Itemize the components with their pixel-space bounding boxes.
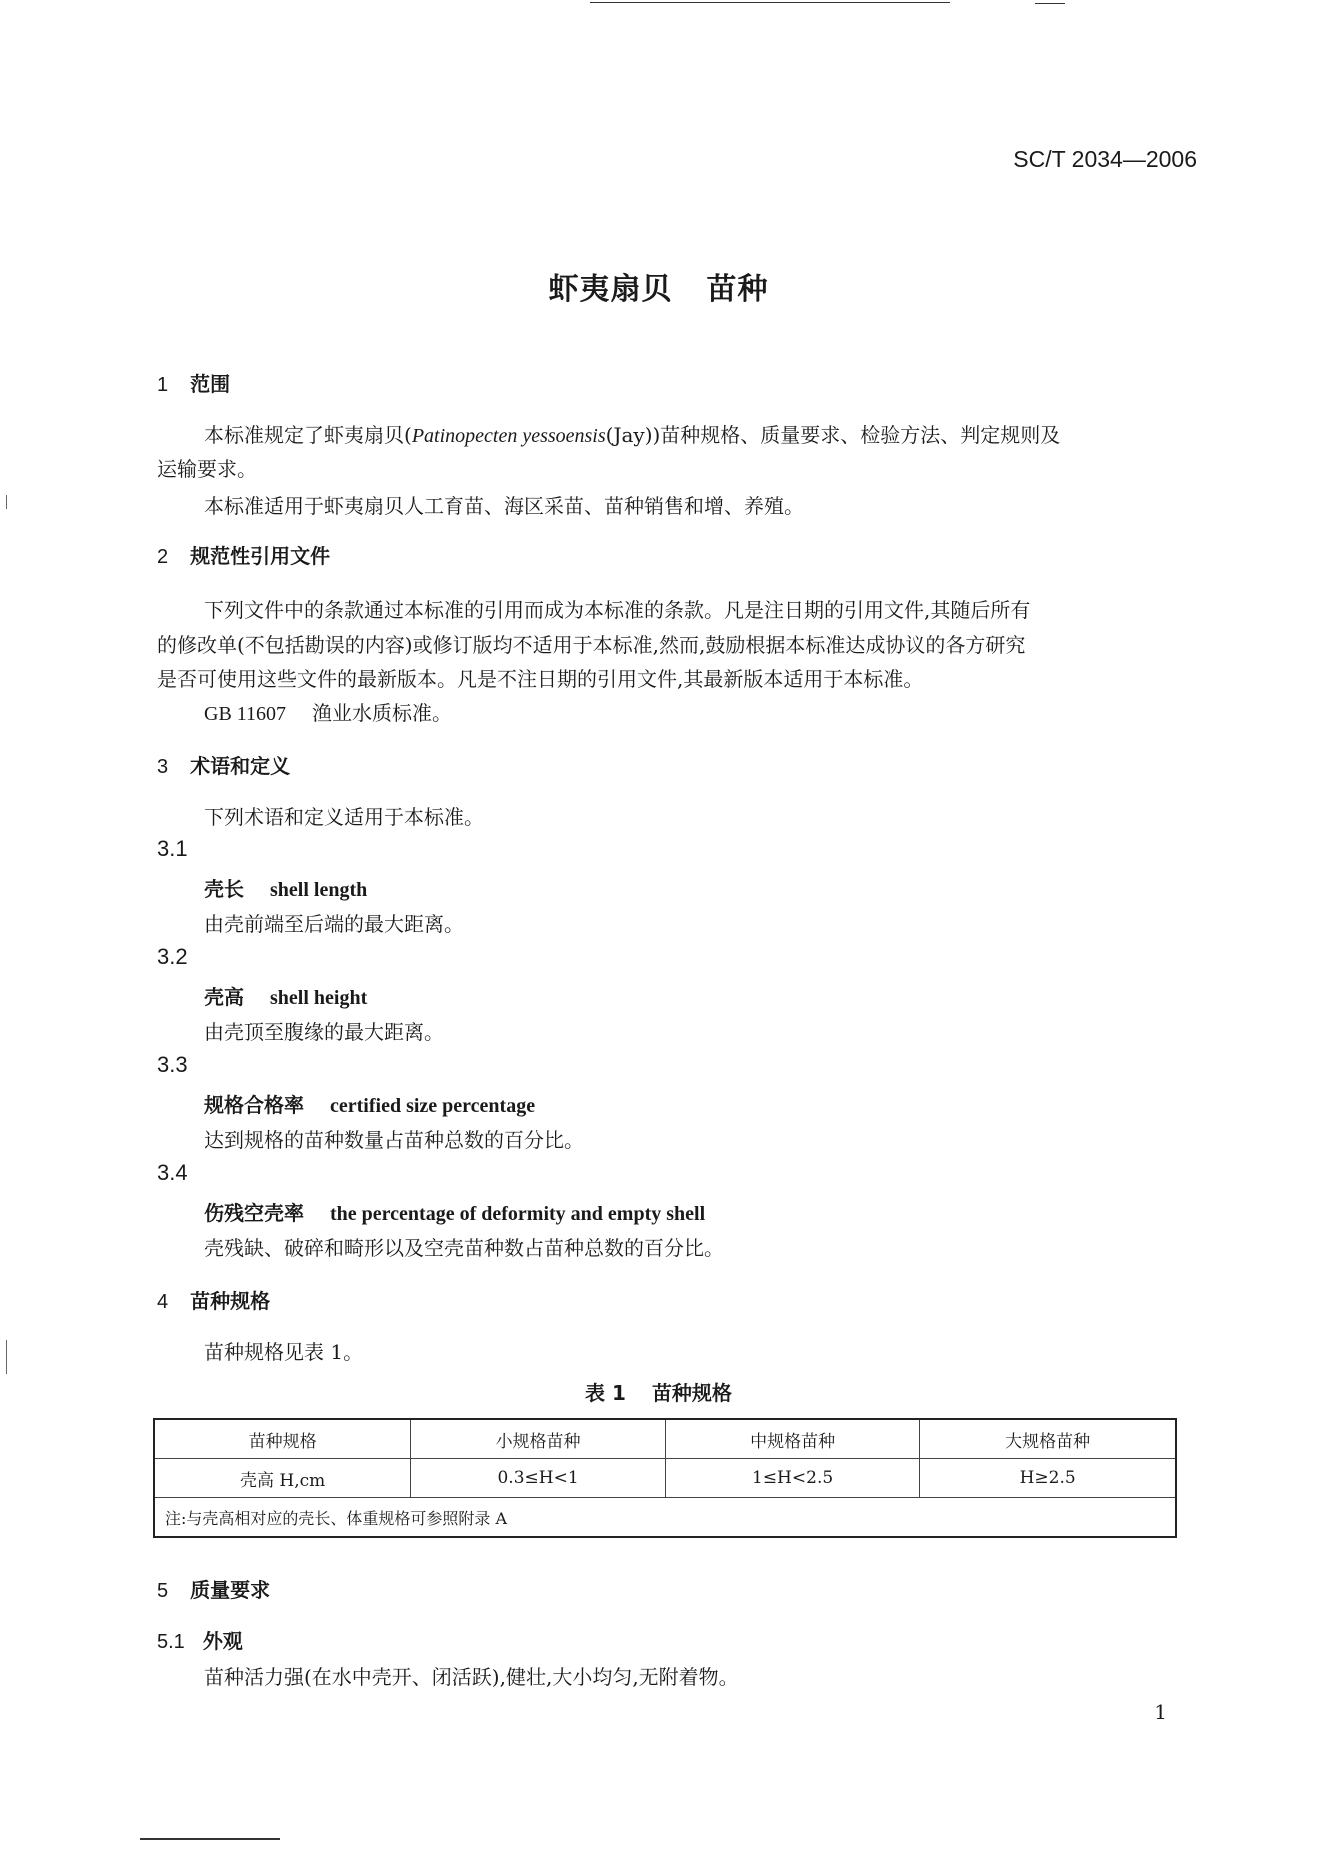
term-title [204, 1089, 535, 1118]
document-title [0, 264, 1317, 308]
term-number: 3.3 [157, 1052, 188, 1077]
term-number: 3.1 [157, 836, 188, 861]
term-en: the percentage of deformity and empty shell [330, 1203, 706, 1225]
table-header-cell: 大规格苗种 [920, 1419, 1176, 1459]
term-number: 3.2 [157, 944, 188, 969]
table-caption [0, 1377, 1317, 1406]
table-row [154, 1459, 1176, 1498]
scan-artifact-margin [6, 495, 7, 509]
table-cell: H≥2.5 [920, 1459, 1176, 1498]
section-3-heading [157, 750, 290, 779]
text-run: 本标准规定了虾夷扇贝( [204, 423, 412, 447]
section-2-line3: 是否可使用这些文件的最新版本。凡是不注日期的引用文件,其最新版本适用于本标准。 [157, 667, 924, 691]
term-title [204, 981, 367, 1010]
section-number: 1 [157, 374, 169, 396]
table-header-cell: 苗种规格 [154, 1419, 411, 1459]
latin-name: Patinopecten yessoensis [411, 425, 606, 447]
section-4-intro: 苗种规格见表 1。 [204, 1340, 364, 1364]
section-title: 质量要求 [190, 1578, 271, 1602]
scan-artifact-margin [6, 1340, 7, 1374]
table-header-cell: 小规格苗种 [411, 1419, 666, 1459]
section-title: 范围 [190, 372, 231, 396]
term-definition: 由壳顶至腹缘的最大距离。 [204, 1020, 444, 1044]
table-cell: 壳高 H,cm [154, 1459, 411, 1498]
scan-artifact-top [1035, 3, 1065, 4]
table-caption-number: 表 1 [585, 1381, 626, 1405]
term-title [204, 873, 367, 902]
title-part1: 虾夷扇贝 [548, 272, 673, 307]
subsection-5-1-heading [157, 1625, 243, 1654]
section-1-para2: 本标准适用于虾夷扇贝人工育苗、海区采苗、苗种销售和增、养殖。 [204, 494, 804, 518]
section-1-heading [157, 368, 230, 397]
term-definition: 由壳前端至后端的最大距离。 [204, 912, 464, 936]
term-en: certified size percentage [330, 1095, 536, 1117]
subsection-title: 外观 [202, 1629, 243, 1653]
term-en: shell height [270, 987, 368, 1009]
section-2-line2: 的修改单(不包括勘误的内容)或修订版均不适用于本标准,然而,鼓励根据本标准达成协议的各方研究 [157, 633, 1026, 657]
term-cn: 规格合格率 [204, 1093, 304, 1117]
term-cn: 壳长 [204, 877, 244, 901]
section-2-line1: 下列文件中的条款通过本标准的引用而成为本标准的条款。凡是注日期的引用文件,其随后所有 [204, 598, 1031, 622]
term-definition: 达到规格的苗种数量占苗种总数的百分比。 [204, 1128, 584, 1152]
table-header-row [154, 1419, 1176, 1459]
section-number: 4 [157, 1291, 169, 1313]
term-definition: 壳残缺、破碎和畸形以及空壳苗种数占苗种总数的百分比。 [204, 1236, 724, 1260]
section-number: 3 [157, 756, 169, 778]
text-run: (Jay))苗种规格、质量要求、检验方法、判定规则及 [605, 423, 1061, 447]
table-header-cell: 中规格苗种 [665, 1419, 920, 1459]
section-1-para1 [204, 419, 1060, 448]
table-caption-title: 苗种规格 [651, 1381, 732, 1405]
section-number: 5 [157, 1580, 169, 1602]
table-cell: 1≤H<2.5 [665, 1459, 920, 1498]
ref-code: GB 11607 [204, 703, 287, 725]
normative-reference [204, 697, 452, 726]
subsection-number: 5.1 [157, 1631, 185, 1653]
table-note: 注:与壳高相对应的壳长、体重规格可参照附录 A [154, 1498, 1176, 1538]
term-number: 3.4 [157, 1160, 188, 1185]
standard-number: SC/T 2034—2006 [1013, 146, 1197, 172]
term-en: shell length [270, 879, 368, 901]
page-number: 1 [1154, 1700, 1167, 1724]
spec-table [153, 1418, 1177, 1538]
ref-title: 渔业水质标准。 [312, 701, 453, 725]
title-part2: 苗种 [706, 272, 769, 307]
section-title: 规范性引用文件 [190, 544, 331, 568]
section-number: 2 [157, 546, 169, 568]
term-cn: 壳高 [204, 985, 244, 1009]
table-note-row [154, 1498, 1176, 1538]
scan-artifact-top [590, 2, 950, 3]
section-5-heading [157, 1574, 270, 1603]
section-4-heading [157, 1285, 270, 1314]
term-title [204, 1197, 705, 1226]
table-cell: 0.3≤H<1 [411, 1459, 666, 1498]
section-3-intro: 下列术语和定义适用于本标准。 [204, 805, 484, 829]
section-title: 苗种规格 [190, 1289, 271, 1313]
section-1-para1-cont: 运输要求。 [157, 457, 257, 481]
section-title: 术语和定义 [190, 754, 291, 778]
scan-artifact-bottom [140, 1838, 280, 1840]
appearance-text: 苗种活力强(在水中壳开、闭活跃),健壮,大小均匀,无附着物。 [204, 1665, 739, 1689]
section-2-heading [157, 540, 330, 569]
term-cn: 伤残空壳率 [204, 1201, 304, 1225]
